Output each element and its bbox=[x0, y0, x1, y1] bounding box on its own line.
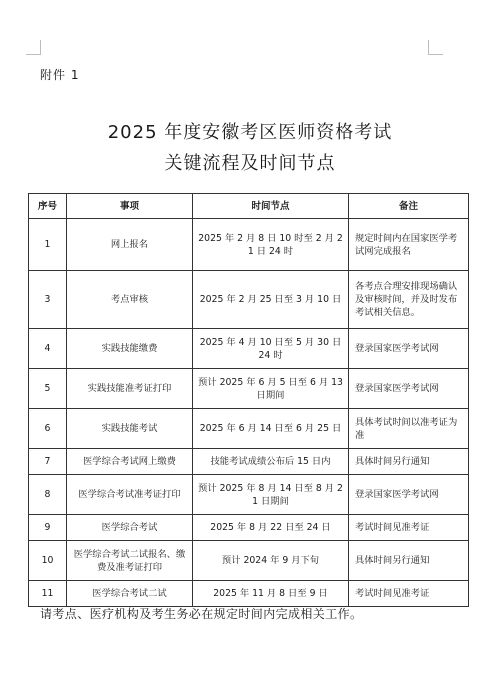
cell-item: 实践技能准考证打印 bbox=[67, 369, 193, 409]
cell-time: 2025 年 2 月 8 日 10 时至 2 月 21 日 24 时 bbox=[193, 219, 349, 271]
document-title: 2025 年度安徽考区医师资格考试 bbox=[107, 122, 393, 143]
table-row bbox=[29, 581, 469, 607]
cell-no: 3 bbox=[29, 271, 67, 329]
crop-mark-top-right bbox=[428, 40, 443, 55]
cell-item: 医学综合考试二试报名、缴费及准考证打印 bbox=[67, 541, 193, 581]
cell-remark: 考试时间见准考证 bbox=[349, 581, 469, 607]
cell-remark: 具体考试时间以准考证为准 bbox=[349, 409, 469, 449]
cell-item: 医学综合考试准考证打印 bbox=[67, 475, 193, 515]
cell-remark: 具体时间另行通知 bbox=[349, 449, 469, 475]
cell-item: 实践技能缴费 bbox=[67, 329, 193, 369]
cell-time: 2025 年 2 月 25 日至 3 月 10 日 bbox=[193, 271, 349, 329]
table-row bbox=[29, 449, 469, 475]
footer-note: 请考点、医疗机构及考生务必在规定时间内完成相关工作。 bbox=[40, 607, 363, 621]
document-subtitle: 关键流程及时间节点 bbox=[164, 153, 336, 174]
cell-no: 1 bbox=[29, 219, 67, 271]
table-row bbox=[29, 475, 469, 515]
schedule-table bbox=[28, 193, 469, 607]
cell-no: 4 bbox=[29, 329, 67, 369]
header-remark: 备注 bbox=[349, 194, 469, 219]
cell-time: 技能考试成绩公布后 15 日内 bbox=[193, 449, 349, 475]
cell-remark: 具体时间另行通知 bbox=[349, 541, 469, 581]
attachment-label: 附件 1 bbox=[40, 68, 80, 82]
cell-remark: 各考点合理安排现场确认及审核时间，并及时发布考试相关信息。 bbox=[349, 271, 469, 329]
table-row bbox=[29, 271, 469, 329]
cell-time: 预计 2025 年 6 月 5 日至 6 月 13 日期间 bbox=[193, 369, 349, 409]
table-row bbox=[29, 219, 469, 271]
cell-no: 11 bbox=[29, 581, 67, 607]
table-row bbox=[29, 541, 469, 581]
cell-time: 2025 年 6 月 14 日至 6 月 25 日 bbox=[193, 409, 349, 449]
header-no: 序号 bbox=[29, 194, 67, 219]
cell-no: 9 bbox=[29, 515, 67, 541]
cell-no: 6 bbox=[29, 409, 67, 449]
cell-no: 7 bbox=[29, 449, 67, 475]
cell-item: 考点审核 bbox=[67, 271, 193, 329]
cell-item: 医学综合考试 bbox=[67, 515, 193, 541]
cell-item: 医学综合考试网上缴费 bbox=[67, 449, 193, 475]
cell-remark: 登录国家医学考试网 bbox=[349, 475, 469, 515]
cell-time: 预计 2025 年 8 月 14 日至 8 月 21 日期间 bbox=[193, 475, 349, 515]
table-row bbox=[29, 409, 469, 449]
table-row bbox=[29, 329, 469, 369]
table-row bbox=[29, 369, 469, 409]
cell-item: 医学综合考试二试 bbox=[67, 581, 193, 607]
cell-remark: 规定时间内在国家医学考试网完成报名 bbox=[349, 219, 469, 271]
cell-no: 5 bbox=[29, 369, 67, 409]
cell-item: 网上报名 bbox=[67, 219, 193, 271]
crop-mark-top-left bbox=[26, 40, 41, 55]
table-header-row bbox=[29, 194, 469, 219]
header-time: 时间节点 bbox=[193, 194, 349, 219]
cell-time: 2025 年 8 月 22 日至 24 日 bbox=[193, 515, 349, 541]
table-row bbox=[29, 515, 469, 541]
cell-item: 实践技能考试 bbox=[67, 409, 193, 449]
cell-time: 2025 年 11 月 8 日至 9 日 bbox=[193, 581, 349, 607]
header-item: 事项 bbox=[67, 194, 193, 219]
cell-no: 8 bbox=[29, 475, 67, 515]
cell-remark: 登录国家医学考试网 bbox=[349, 369, 469, 409]
cell-remark: 登录国家医学考试网 bbox=[349, 329, 469, 369]
cell-no: 10 bbox=[29, 541, 67, 581]
cell-time: 2025 年 4 月 10 日至 5 月 30 日 24 时 bbox=[193, 329, 349, 369]
cell-remark: 考试时间见准考证 bbox=[349, 515, 469, 541]
cell-time: 预计 2024 年 9 月下旬 bbox=[193, 541, 349, 581]
